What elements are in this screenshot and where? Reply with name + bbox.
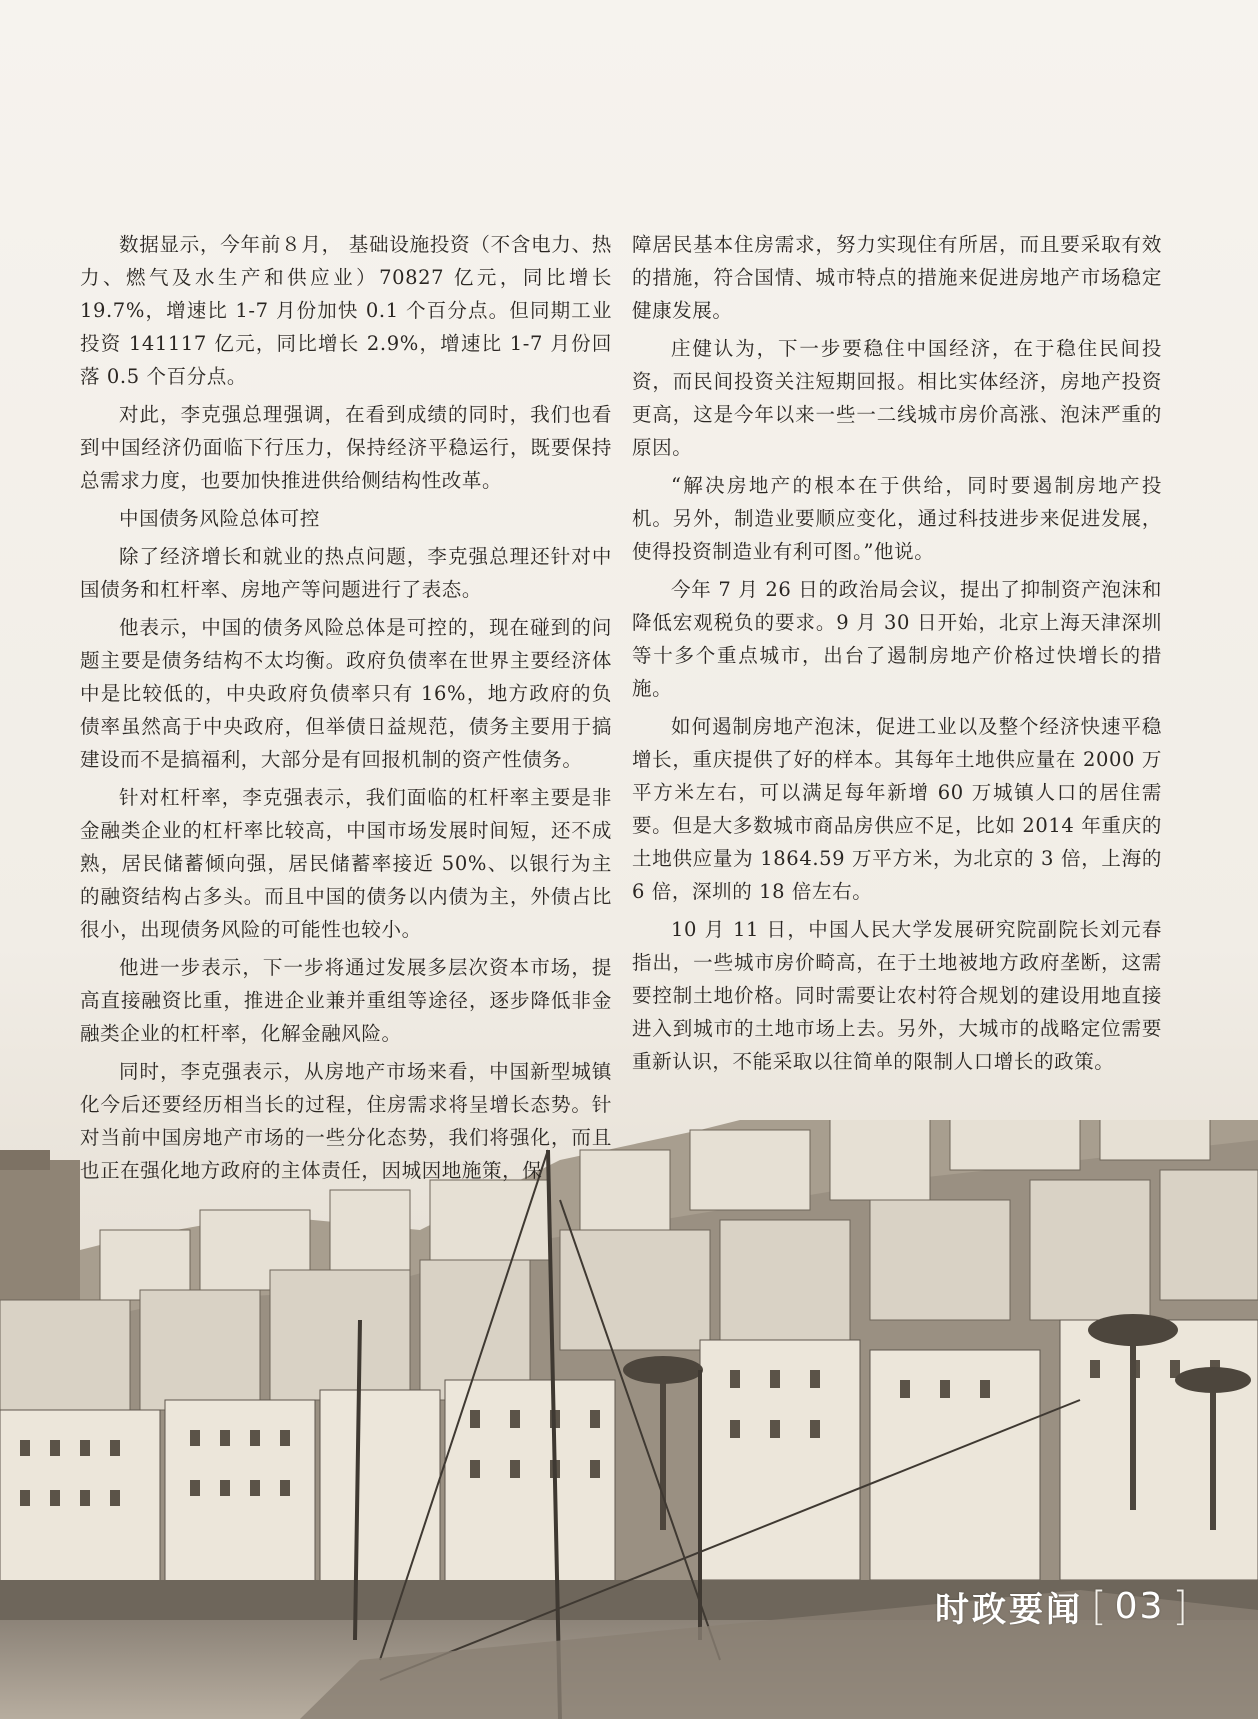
page-footer (935, 1582, 1188, 1631)
paragraph: 庄健认为，下一步要稳住中国经济，在于稳住民间投资，而民间投资关注短期回报。相比实体经济，房地产投资更高，这是今年以来一些一二线城市房价高涨、泡沫严重的原因。 (632, 337, 1162, 459)
paragraph: 如何遏制房地产泡沫，促进工业以及整个经济快速平稳增长，重庆提供了好的样本。其每年土地供应量在 2000 万平方米左右，可以满足每年新增 60 万城镇人口的居住需要。但是大多数城市商品房供应不足，比如 2014 年重庆的土地供应量为 1864.59 万平方米，为北京的 3 倍，上海的 6 倍，深圳的 18 倍左右。 (632, 715, 1162, 903)
paragraph: 数据显示，今年前８月， 基础设施投资（不含电力、热力、燃气及水生产和供应业）70827 亿元，同比增长 19.7%，增速比 1-7 月份加快 0.1 个百分点。但同期工业投资 141117 亿元，同比增长 2.9%，增速比 1-7 月份回落 0.5 个百分点。 (80, 233, 612, 388)
paragraph-continued: 障居民基本住房需求，努力实现住有所居，而且要采取有效的措施，符合国情、城市特点的措施来促进房地产市场稳定健康发展。 (632, 233, 1162, 322)
article-column-right (632, 228, 1162, 1083)
paragraph: “解决房地产的根本在于供给，同时要遏制房地产投机。另外，制造业要顺应变化，通过科技进步来促进发展，使得投资制造业有利可图。”他说。 (632, 474, 1162, 563)
paragraph: 针对杠杆率，李克强表示，我们面临的杠杆率主要是非金融类企业的杠杆率比较高，中国市场发展时间短，还不成熟，居民储蓄倾向强，居民储蓄率接近 50%、以银行为主的融资结构占多头。而且中国的债务以内债为主，外债占比很小，出现债务风险的可能性也较小。 (80, 786, 612, 941)
paragraph: 他表示，中国的债务风险总体是可控的，现在碰到的问题主要是债务结构不太均衡。政府负债率在世界主要经济体中是比较低的，中央政府负债率只有 16%，地方政府的负债率虽然高于中央政府，但举债日益规范，债务主要用于搞建设而不是搞福利，大部分是有回报机制的资产性债务。 (80, 616, 612, 771)
paragraph: 除了经济增长和就业的热点问题，李克强总理还针对中国债务和杠杆率、房地产等问题进行了表态。 (80, 545, 612, 601)
section-subheading: 中国债务风险总体可控 (119, 507, 321, 530)
section-name: 时政要闻 (934, 1590, 1083, 1630)
bracket-open: [ (1090, 1583, 1107, 1630)
paragraph: 10 月 11 日，中国人民大学发展研究院副院长刘元春指出，一些城市房价畸高，在于土地被地方政府垄断，这需要控制土地价格。同时需要让农村符合规划的建设用地直接进入到城市的土地市场上去。另外，大城市的战略定位需要重新认识，不能采取以往简单的限制人口增长的政策。 (632, 918, 1162, 1073)
paragraph: 对此，李克强总理强调，在看到成绩的同时，我们也看到中国经济仍面临下行压力，保持经济平稳运行，既要保持总需求力度，也要加快推进供给侧结构性改革。 (80, 403, 612, 492)
article-column-left (80, 228, 612, 1192)
bracket-close: ] (1172, 1583, 1188, 1630)
paragraph: 他进一步表示，下一步将通过发展多层次资本市场，提高直接融资比重，推进企业兼并重组等途径，逐步降低非金融类企业的杠杆率，化解金融风险。 (80, 956, 612, 1045)
paragraph: 同时，李克强表示，从房地产市场来看，中国新型城镇化今后还要经历相当长的过程，住房需求将呈增长态势。针对当前中国房地产市场的一些分化态势，我们将强化，而且也正在强化地方政府的主体责任，因城因地施策，保 (80, 1060, 612, 1182)
paragraph: 今年 7 月 26 日的政治局会议，提出了抑制资产泡沫和降低宏观税负的要求。9 月 30 日开始，北京上海天津深圳等十多个重点城市，出台了遏制房地产价格过快增长的措施。 (632, 578, 1162, 700)
page-number: 03 (1114, 1586, 1165, 1627)
